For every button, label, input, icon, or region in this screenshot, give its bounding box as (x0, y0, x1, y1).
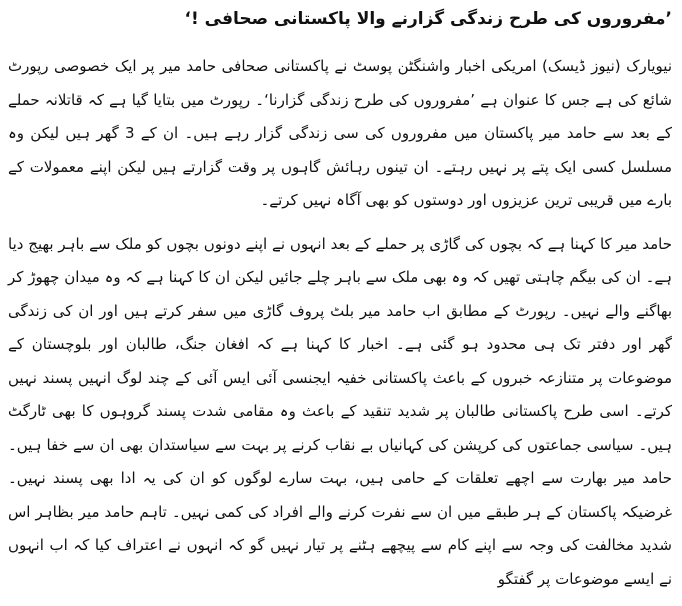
article-paragraph: نیویارک (نیوز ڈیسک) امریکی اخبار واشنگٹن پوسٹ نے پاکستانی صحافی حامد میر پر ایک خصوصی رپورٹ شائع کی ہے جس کا عنوان ہے ’مفروروں کی طرح زندگی گزارنا‘۔ رپورٹ میں بتایا گیا ہے کہ قاتلانہ حملے کے بعد سے حامد میر پاکستان میں مفروروں کی سی زندگی گزار رہے ہیں۔ ان کے 3 گھر ہیں لیکن وہ مسلسل کسی ایک پتے پر نہیں رہتے۔ ان تینوں رہائش گاہوں پر وقت گزارتے ہیں لیکن اپنے معمولات کے بارے میں قریبی ترین عزیزوں اور دوستوں کو بھی آگاہ نہیں کرتے۔ (8, 57, 672, 209)
article-paragraph: حامد میر کا کہنا ہے کہ بچوں کی گاڑی پر حملے کے بعد انہوں نے اپنے دونوں بچوں کو ملک سے باہر بھیج دیا ہے۔ ان کی بیگم چاہتی تھیں کہ وہ بھی ملک سے باہر چلے جائیں لیکن ان کا کہنا ہے کہ وہ میدان چھوڑ کر بھاگنے والے نہیں۔ رپورٹ کے مطابق اب حامد میر بلٹ پروف گاڑی میں سفر کرتے ہیں اور ان کی زندگی گھر اور دفتر تک ہی محدود ہو گئی ہے۔ اخبار کا کہنا ہے کہ افغان جنگ، طالبان اور بلوچستان کے موضوعات پر متنازعہ خبروں کے باعث پاکستانی خفیہ ایجنسی آئی ایس آئی کے چند لوگ انہیں پسند نہیں کرتے۔ اسی طرح پاکستانی طالبان پر شدید تنقید کے باعث وہ مقامی شدت پسند گروہوں کا بھی ٹارگٹ ہیں۔ سیاسی جماعتوں کی کرپشن کی کہانیاں بے نقاب کرنے پر بہت سے سیاستدان بھی ان سے خفا ہیں۔ حامد میر بھارت سے اچھے تعلقات کے حامی ہیں، بہت سارے لوگوں کو ان کی یہ ادا بھی پسند نہیں۔ غرضیکہ پاکستان کے ہر طبقے میں ان سے نفرت کرنے والے افراد کی کمی نہیں۔ تاہم حامد میر بظاہر اس شدید مخالفت کی وجہ سے اپنے کام سے پیچھے ہٹنے پر تیار نہیں گو کہ انہوں نے اعتراف کیا کہ اب انہوں نے ایسے موضوعات پر گفتگو (8, 234, 672, 588)
article-headline: ’مفروروں کی طرح زندگی گزارنے والا پاکستانی صحافی !‘ (184, 9, 672, 29)
news-article (8, 0, 672, 606)
